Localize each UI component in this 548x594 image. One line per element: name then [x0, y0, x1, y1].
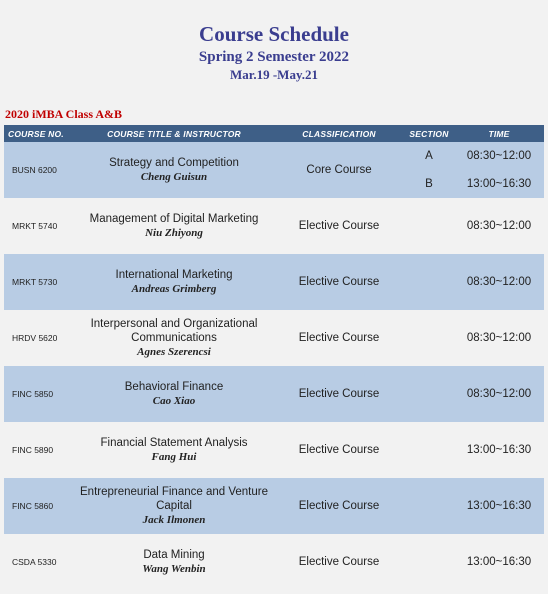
course-section — [404, 366, 454, 422]
column-header-course-no: COURSE NO. — [4, 125, 74, 142]
table-row — [4, 366, 544, 422]
course-classification: Elective Course — [274, 366, 404, 422]
course-section — [404, 534, 454, 590]
course-title: Behavioral Finance — [124, 381, 224, 393]
table-header-row — [4, 125, 544, 142]
course-title-cell — [74, 254, 274, 310]
column-header-title-instructor: COURSE TITLE & INSTRUCTOR — [74, 125, 274, 142]
course-section — [404, 254, 454, 310]
course-title-cell — [74, 478, 274, 534]
course-section: B — [425, 178, 433, 190]
course-classification: Core Course — [274, 142, 404, 198]
course-time: 08:30~12:00 — [454, 198, 544, 254]
course-section — [404, 478, 454, 534]
table-row — [4, 254, 544, 310]
table-row — [4, 142, 544, 198]
schedule-table — [4, 125, 544, 590]
course-instructor: Cao Xiao — [152, 395, 196, 407]
course-time: 08:30~12:00 — [454, 366, 544, 422]
date-range: Mar.19 -May.21 — [230, 67, 318, 82]
course-title-cell — [74, 142, 274, 198]
course-code: FINC 5860 — [4, 478, 74, 534]
course-instructor: Wang Wenbin — [142, 563, 206, 575]
course-instructor: Cheng Guisun — [140, 171, 208, 183]
course-title: Financial Statement Analysis — [100, 437, 248, 449]
course-title: Data Mining — [143, 549, 205, 561]
course-title: Interpersonal and Organizational Communications — [90, 318, 258, 344]
course-time: 08:30~12:00 — [454, 310, 544, 366]
course-classification: Elective Course — [274, 534, 404, 590]
column-header-section: SECTION — [404, 125, 454, 142]
course-code: FINC 5850 — [4, 366, 74, 422]
table-row — [4, 478, 544, 534]
course-classification: Elective Course — [274, 198, 404, 254]
course-title-cell — [74, 366, 274, 422]
course-time: 08:30~12:00 — [466, 150, 532, 162]
course-section — [404, 198, 454, 254]
table-row — [4, 534, 544, 590]
course-code: BUSN 6200 — [4, 142, 74, 198]
course-section — [404, 422, 454, 478]
table-row — [4, 198, 544, 254]
course-title-cell — [74, 310, 274, 366]
course-title: Strategy and Competition — [109, 157, 239, 169]
schedule-header — [0, 0, 548, 83]
course-instructor: Andreas Grimberg — [131, 283, 217, 295]
course-code: HRDV 5620 — [4, 310, 74, 366]
course-title-cell — [74, 422, 274, 478]
page-title: Course Schedule — [199, 22, 349, 46]
course-instructor: Niu Zhiyong — [145, 227, 203, 239]
course-code: MRKT 5740 — [4, 198, 74, 254]
column-header-time: TIME — [454, 125, 544, 142]
course-time: 13:00~16:30 — [466, 178, 532, 190]
course-time: 08:30~12:00 — [454, 254, 544, 310]
course-time: 13:00~16:30 — [454, 534, 544, 590]
course-section-cell — [404, 142, 454, 198]
course-classification: Elective Course — [274, 310, 404, 366]
course-time: 13:00~16:30 — [454, 478, 544, 534]
course-title-cell — [74, 198, 274, 254]
course-instructor: Fang Hui — [151, 451, 197, 463]
course-code: MRKT 5730 — [4, 254, 74, 310]
class-label: 2020 iMBA Class A&B — [5, 107, 123, 121]
course-title: Management of Digital Marketing — [89, 213, 259, 225]
course-section: A — [425, 150, 433, 162]
course-instructor: Jack Ilmonen — [142, 514, 206, 526]
course-classification: Elective Course — [274, 478, 404, 534]
course-title: International Marketing — [115, 269, 233, 281]
course-time-cell — [454, 142, 544, 198]
course-classification: Elective Course — [274, 422, 404, 478]
course-section — [404, 310, 454, 366]
course-title-cell — [74, 534, 274, 590]
course-instructor: Agnes Szerencsi — [137, 346, 211, 358]
course-classification: Elective Course — [274, 254, 404, 310]
course-title: Entrepreneurial Finance and Venture Capital — [80, 486, 268, 512]
table-row — [4, 422, 544, 478]
course-time: 13:00~16:30 — [454, 422, 544, 478]
table-row — [4, 310, 544, 366]
column-header-classification: CLASSIFICATION — [274, 125, 404, 142]
course-code: FINC 5890 — [4, 422, 74, 478]
course-code: CSDA 5330 — [4, 534, 74, 590]
semester-subtitle: Spring 2 Semester 2022 — [198, 49, 350, 65]
